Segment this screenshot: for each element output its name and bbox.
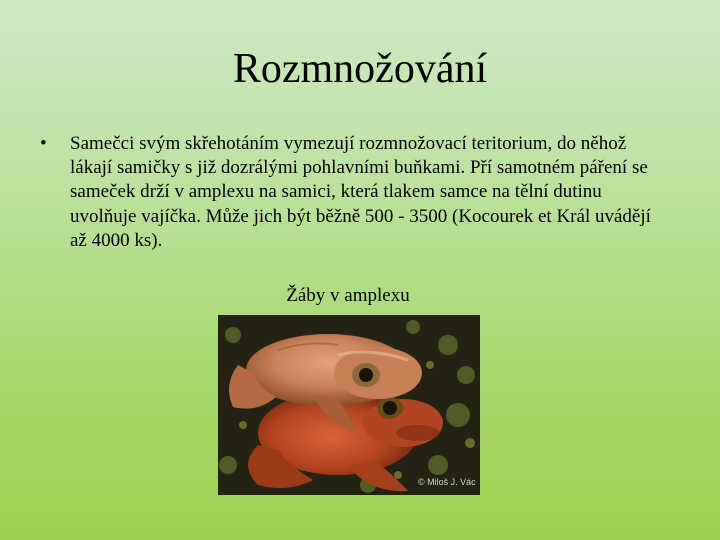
slide-title: Rozmnožování: [232, 46, 488, 92]
image-caption: Žáby v amplexu: [286, 285, 410, 306]
frogs-in-amplexus-photo: [218, 315, 480, 495]
photo-credit: © Miloš J. Vác: [418, 477, 476, 487]
bullet-point-icon: •: [40, 133, 47, 154]
bullet-text: Samečci svým skřehotáním vymezují rozmnožovací teritorium, do něhož lákají samičky s již dozrálými pohlavními buňkami. Pří samotném páření se sameček drží v amplexu na samici, která tlakem samce na tělní dutinu uvolňuje vajíčka. Může jich být běžně 500 - 3500 (Kocourek et Král uvádějí až 4000 ks).: [70, 133, 651, 251]
